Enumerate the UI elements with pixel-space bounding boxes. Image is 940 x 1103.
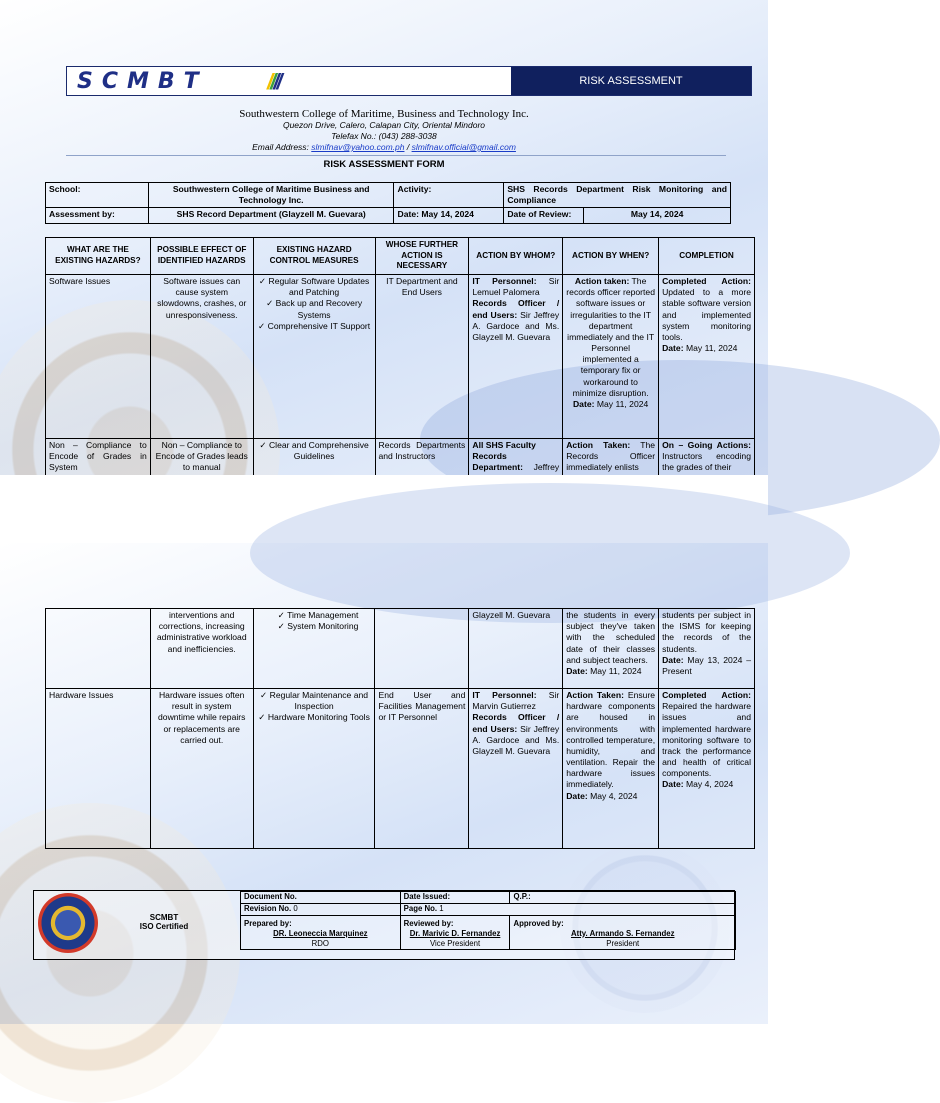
email-separator: / <box>404 142 412 152</box>
when-value: Ensure hardware components are housed in environments with controlled temperature, humidity, and ventilation. Repair the hardware issues immediately. <box>566 690 656 790</box>
completion-date: May 13, 2024 – Present <box>662 654 751 676</box>
completion-date: May 4, 2024 <box>683 779 734 790</box>
whom-rec-value: Sir Jeffrey A. Gardoce and Ms. Glayzell M. Guevara <box>472 723 560 756</box>
table-header-row <box>46 238 755 275</box>
whom-cell <box>469 689 563 849</box>
whom-cell <box>469 275 563 439</box>
column-header: COMPLETION <box>659 238 755 275</box>
date-label: Date: May 14, 2024 <box>394 208 504 224</box>
control-item: ✓ Back up and Recovery Systems <box>257 298 372 320</box>
when-date-label: Date: <box>572 398 595 409</box>
activity-value: SHS Records Department Risk Monitoring and Compliance <box>504 183 731 208</box>
when-date: May 11, 2024 <box>594 398 649 409</box>
review-value: May 14, 2024 <box>584 208 731 224</box>
background-wave <box>250 483 850 623</box>
whom-it-label: IT Personnel: <box>472 690 537 700</box>
completion-date-label: Date: <box>662 343 684 354</box>
column-header: ACTION BY WHOM? <box>469 238 563 275</box>
when-cell <box>563 275 659 439</box>
completion-date: May 11, 2024 <box>683 343 738 354</box>
control-item: ✓ Hardware Monitoring Tools <box>257 712 372 723</box>
completion-date-label: Date: <box>662 779 684 790</box>
whom-rec-label: Records Officer / end Users: <box>472 298 560 320</box>
hazard-cell <box>46 609 151 689</box>
completion-cell <box>659 275 755 439</box>
controls-cell <box>253 689 375 849</box>
effect-cell: Hardware issues often result in system downtime while repairs or replacements are carried out. <box>150 689 253 849</box>
reviewed-by: Reviewed by: Dr. Marivic D. Fernandez Vice President <box>400 916 510 950</box>
column-header: WHOSE FURTHER ACTION IS NECESSARY <box>375 238 469 275</box>
whom-rec-label: Records Department: <box>472 451 523 473</box>
completion-cell <box>659 609 755 689</box>
completion-cell <box>659 689 755 849</box>
completion-label: Completed Action: <box>662 690 751 700</box>
header-bar <box>66 66 752 96</box>
assessed-label: Assessment by: <box>46 208 149 224</box>
risk-table <box>45 237 755 487</box>
completion-label: Completed Action: <box>662 276 751 286</box>
completion-value: Instructors encoding the grades of their <box>662 451 751 473</box>
when-date-label: Date: <box>566 790 588 801</box>
institution-name: Southwestern College of Maritime, Business and Technology Inc. <box>239 108 529 120</box>
reviewed-name: Dr. Marivic D. Fernandez <box>409 928 501 938</box>
scmbt-logo: SCMBT <box>77 69 208 94</box>
whom-it-label: IT Personnel: <box>472 276 537 286</box>
effect-cell: interventions and corrections, increasing administrative workload and inefficiencies. <box>150 609 253 689</box>
whom-rec-label: Records Officer / end Users: <box>472 712 560 734</box>
control-item: ✓ Comprehensive IT Support <box>257 321 372 332</box>
assessed-value: SHS Record Department (Glayzell M. Guevara) <box>148 208 394 224</box>
when-cell <box>563 689 659 849</box>
controls-cell <box>253 275 375 439</box>
column-header: ACTION BY WHEN? <box>563 238 659 275</box>
when-value: the students in every subject they've taken with the scheduled date of their classes and subject teachers. <box>566 610 656 665</box>
when-cell <box>563 609 659 689</box>
institution-email <box>0 142 768 152</box>
table-row <box>46 275 755 439</box>
footer-table <box>240 891 736 950</box>
hazard-cell: Non – Compliance to Encode of Grades in System <box>46 439 151 487</box>
document-footer <box>33 890 735 960</box>
control-item: ✓ Regular Software Updates and Patching <box>257 276 372 298</box>
controls-cell <box>253 609 375 689</box>
school-value: Southwestern College of Maritime Business and Technology Inc. <box>148 183 394 208</box>
control-item: ✓ Clear and Comprehensive Guidelines <box>257 440 372 462</box>
control-item: ✓ Time Management <box>277 610 359 620</box>
when-label: Action Taken: <box>566 440 631 450</box>
email-label: Email Address: <box>252 142 312 152</box>
approved-role: President <box>606 938 640 948</box>
control-item: ✓ System Monitoring <box>277 621 359 632</box>
whose-cell <box>375 609 469 689</box>
when-label: Action Taken: <box>566 690 624 700</box>
whom-faculty: All SHS Faculty <box>472 440 536 450</box>
email-link-2[interactable]: slmifnav.official@gmail.com <box>411 142 516 152</box>
activity-label: Activity: <box>394 183 504 208</box>
prepared-name: DR. Leoneccia Marquinez <box>273 928 368 938</box>
reviewed-role: Vice President <box>430 938 481 948</box>
institution-address: Quezon Drive, Calero, Calapan City, Oriental Mindoro <box>282 120 486 130</box>
whose-cell: IT Department and End Users <box>375 275 469 439</box>
when-date: May 4, 2024 <box>587 790 638 801</box>
date-issued: Date Issued: <box>400 892 510 904</box>
approved-name: Atty. Armando S. Fernandez <box>570 928 675 938</box>
whom-cell: Glayzell M. Guevara <box>469 609 563 689</box>
header-title: RISK ASSESSMENT <box>511 67 751 95</box>
table-row <box>46 609 755 689</box>
completion-value: students per subject in the ISMS for keeping the records of the students. <box>662 610 751 654</box>
school-label: School: <box>46 183 149 208</box>
approved-by: Approved by: Atty. Armando S. Fernandez President <box>510 916 736 950</box>
whom-rec-value: Jeffrey <box>533 462 560 473</box>
divider <box>66 155 726 156</box>
whom-it-value: Sir Marvin Gutierrez <box>472 690 560 712</box>
column-header: POSSIBLE EFFECT OF IDENTIFIED HAZARDS <box>150 238 253 275</box>
info-table <box>45 182 731 224</box>
effect-cell: Non – Compliance to Encode of Grades leads to manual <box>150 439 253 487</box>
when-label: Action taken: <box>574 276 630 286</box>
whose-cell: Records Departments and Instructors <box>375 439 469 487</box>
completion-label: On – Going Actions: <box>662 440 751 450</box>
page-no: Page No. 1 <box>400 904 735 916</box>
column-header: EXISTING HAZARD CONTROL MEASURES <box>253 238 375 275</box>
college-seal-icon <box>38 893 98 953</box>
prepared-by: Prepared by: DR. Leoneccia Marquinez RDO <box>241 916 401 950</box>
when-date: May 11, 2024 <box>587 665 642 676</box>
page-1 <box>0 0 768 475</box>
footer-org <box>104 913 224 931</box>
whose-cell: End User and Facilities Management or IT Personnel <box>375 689 469 849</box>
iso-certified: ISO Certified <box>139 922 189 931</box>
completion-date-label: Date: <box>662 654 684 665</box>
column-header: WHAT ARE THE EXISTING HAZARDS? <box>46 238 151 275</box>
qp: Q.P.: <box>510 892 736 904</box>
revision: Revision No. 0 <box>241 904 401 916</box>
whom-it-value: Sir Lemuel Palomera <box>472 276 560 298</box>
form-title: RISK ASSESSMENT FORM <box>323 159 445 170</box>
table-row <box>46 689 755 849</box>
org-name: SCMBT <box>149 913 179 922</box>
prepared-role: RDO <box>311 938 329 948</box>
doc-no: Document No. <box>241 892 401 904</box>
when-value: The records officer reported software issues or irregularities to the IT department immediately and the IT Personnel implemented a temporary fix or workaround to minimize disruption. <box>566 276 655 398</box>
email-link-1[interactable]: slmifnav@yahoo.com.ph <box>311 142 405 152</box>
review-label: Date of Review: <box>504 208 584 224</box>
control-item: ✓ Regular Maintenance and Inspection <box>257 690 372 712</box>
hazard-cell: Hardware Issues <box>46 689 151 849</box>
completion-value: Updated to a more stable software version and implemented system monitoring tools. <box>662 287 751 342</box>
institution-telefax: Telefax No.: (043) 288-3038 <box>331 131 437 141</box>
whom-rec-value: Sir Jeffrey A. Gardoce and Ms. Glayzell M. Guevara <box>472 309 560 342</box>
when-date-label: Date: <box>566 665 588 676</box>
hazard-cell: Software Issues <box>46 275 151 439</box>
effect-cell: Software issues can cause system slowdowns, crashes, or unresponsiveness. <box>150 275 253 439</box>
completion-value: Repaired the hardware issues and implemented hardware monitoring software to track the performance and health of critical components. <box>662 701 751 779</box>
logo-stripes-icon: //// <box>267 69 280 94</box>
when-value: The Records Officer immediately enlists <box>566 440 656 473</box>
risk-table-continued <box>45 608 755 849</box>
